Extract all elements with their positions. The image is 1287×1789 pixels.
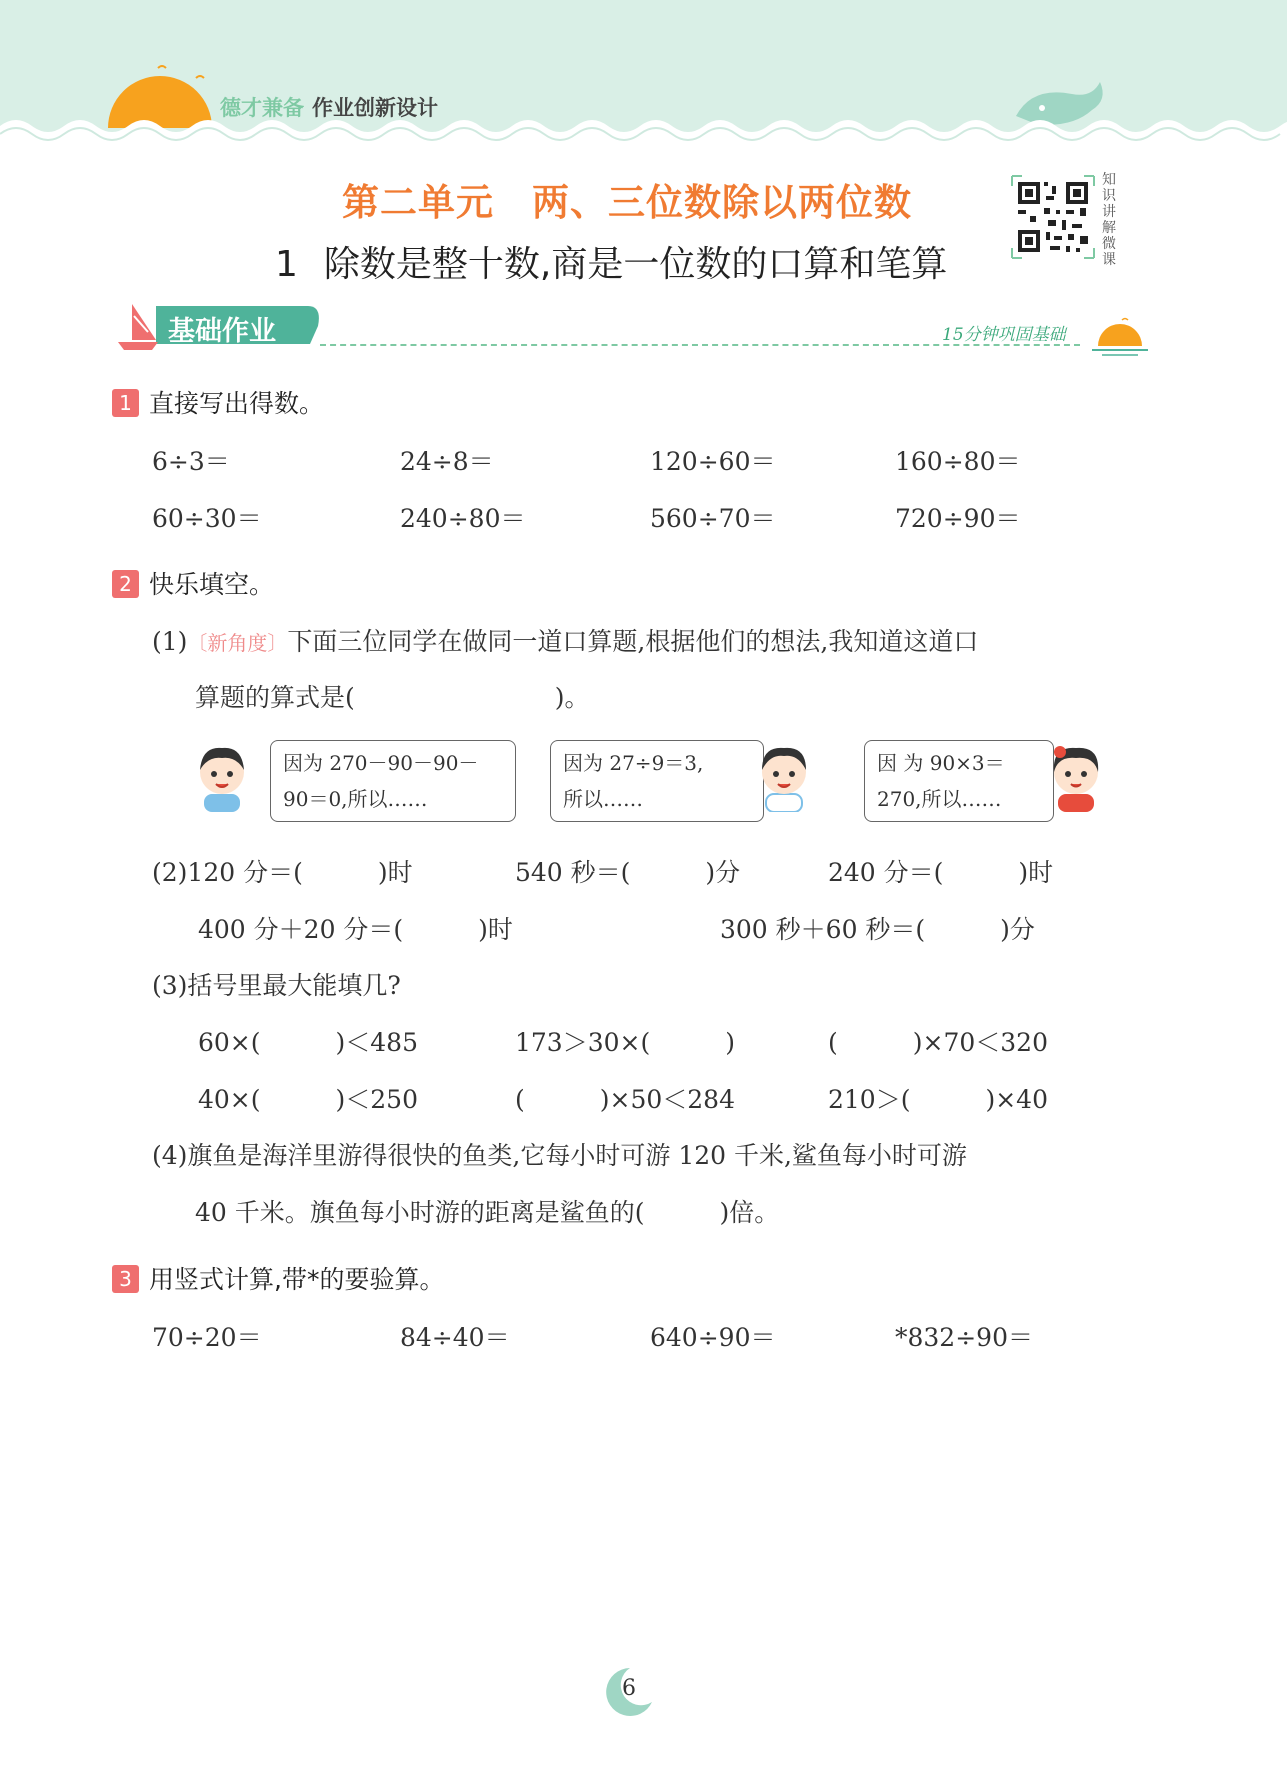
boy-avatar-2 <box>752 740 816 812</box>
fill-item: 300 秒＋60 秒＝( )分 <box>720 915 1035 944</box>
brand-sub: 作业创新设计 <box>312 96 438 120</box>
brand-main: 德才兼备 <box>220 96 304 120</box>
part-label: (2) <box>152 858 188 887</box>
question-number-badge: 3 <box>112 1265 139 1293</box>
fill-item: 120 分＝( )时 <box>187 858 413 887</box>
unit-name: 第二单元 <box>342 181 494 224</box>
new-angle-tag: 〔新角度〕 <box>187 631 288 655</box>
fill-item: 40×( )＜250 <box>198 1085 418 1114</box>
qr-code-icon[interactable] <box>1010 174 1096 260</box>
fill-item: 240 分＝( )时 <box>828 858 1054 887</box>
sunset-icon <box>1092 316 1148 358</box>
speech-bubble-1 <box>270 740 516 822</box>
bubble-text: 因为 270－90－90－ <box>283 751 479 775</box>
part-label: (4) <box>152 1141 188 1170</box>
bubble-text: 90＝0,所以…… <box>283 787 428 811</box>
girl-avatar <box>1046 738 1106 812</box>
speech-bubble-3 <box>864 740 1054 822</box>
question-2-heading <box>112 565 274 601</box>
bubble-text: 因为 27÷9＝3, <box>563 751 704 775</box>
fill-item: 173＞30×( ) <box>515 1028 735 1057</box>
page-number: 6 <box>622 1676 636 1701</box>
q3-item: 640÷90＝ <box>650 1323 776 1352</box>
lesson-title <box>275 236 947 287</box>
q2-part4-line2: 40 千米。旗鱼每小时游的距离是鲨鱼的( )倍。 <box>195 1198 780 1227</box>
fill-item: 210＞( )×40 <box>828 1085 1048 1114</box>
fill-item: ( )×70＜320 <box>828 1028 1048 1057</box>
question-title: 用竖式计算,带*的要验算。 <box>149 1265 445 1294</box>
fill-item: 60×( )＜485 <box>198 1028 418 1057</box>
question-number-badge: 2 <box>112 570 139 598</box>
part-label: (1) <box>152 627 188 656</box>
q1-item: 60÷30＝ <box>152 504 262 533</box>
q2-part4-line1 <box>152 1136 967 1172</box>
time-note: 15分钟巩固基础 <box>942 325 1066 345</box>
unit-title <box>342 172 912 226</box>
unit-topic: 两、三位数除以两位数 <box>532 181 912 224</box>
q3-item: 84÷40＝ <box>400 1323 510 1352</box>
lesson-text: 除数是整十数,商是一位数的口算和笔算 <box>323 244 948 285</box>
bubble-text: 所以…… <box>563 787 643 811</box>
q1-item: 6÷3＝ <box>152 447 230 476</box>
fill-item: 400 分＋20 分＝( )时 <box>198 915 513 944</box>
q3-item: *832÷90＝ <box>895 1323 1033 1352</box>
q2-part1-line1 <box>152 622 978 658</box>
q1-item: 240÷80＝ <box>400 504 526 533</box>
q2-part1-line2: 算题的算式是( )。 <box>195 683 590 712</box>
sailboat-icon <box>132 304 156 340</box>
part-text: 旗鱼是海洋里游得很快的鱼类,它每小时可游 120 千米,鲨鱼每小时可游 <box>187 1141 967 1170</box>
q2-part3-heading <box>152 966 401 1002</box>
q1-item: 24÷8＝ <box>400 447 494 476</box>
question-1-heading <box>112 384 324 420</box>
question-3-heading <box>112 1260 444 1296</box>
q1-item: 720÷90＝ <box>895 504 1021 533</box>
part-text: 下面三位同学在做同一道口算题,根据他们的想法,我知道这道口 <box>287 627 979 656</box>
speech-bubble-2 <box>550 740 764 822</box>
bubble-text: 因 为 90×3＝ <box>877 751 1005 775</box>
part-text: 括号里最大能填几? <box>187 971 401 1000</box>
part-label: (3) <box>152 971 188 1000</box>
question-title: 快乐填空。 <box>149 570 275 599</box>
q2-part2-row1 <box>152 853 413 889</box>
boy-avatar-1 <box>194 740 250 812</box>
bubble-text: 270,所以…… <box>877 787 1002 811</box>
fill-item: ( )×50＜284 <box>515 1085 735 1114</box>
lesson-number: 1 <box>275 244 298 285</box>
q1-item: 560÷70＝ <box>650 504 776 533</box>
q1-item: 120÷60＝ <box>650 447 776 476</box>
q3-item: 70÷20＝ <box>152 1323 262 1352</box>
fill-item: 540 秒＝( )分 <box>515 858 741 887</box>
q1-item: 160÷80＝ <box>895 447 1021 476</box>
qr-label: 知识讲解微课 <box>1102 172 1116 268</box>
question-number-badge: 1 <box>112 389 139 417</box>
section-label: 基础作业 <box>168 316 276 347</box>
question-title: 直接写出得数。 <box>149 389 325 418</box>
brand-title <box>220 92 438 122</box>
wave-border <box>0 108 1287 150</box>
